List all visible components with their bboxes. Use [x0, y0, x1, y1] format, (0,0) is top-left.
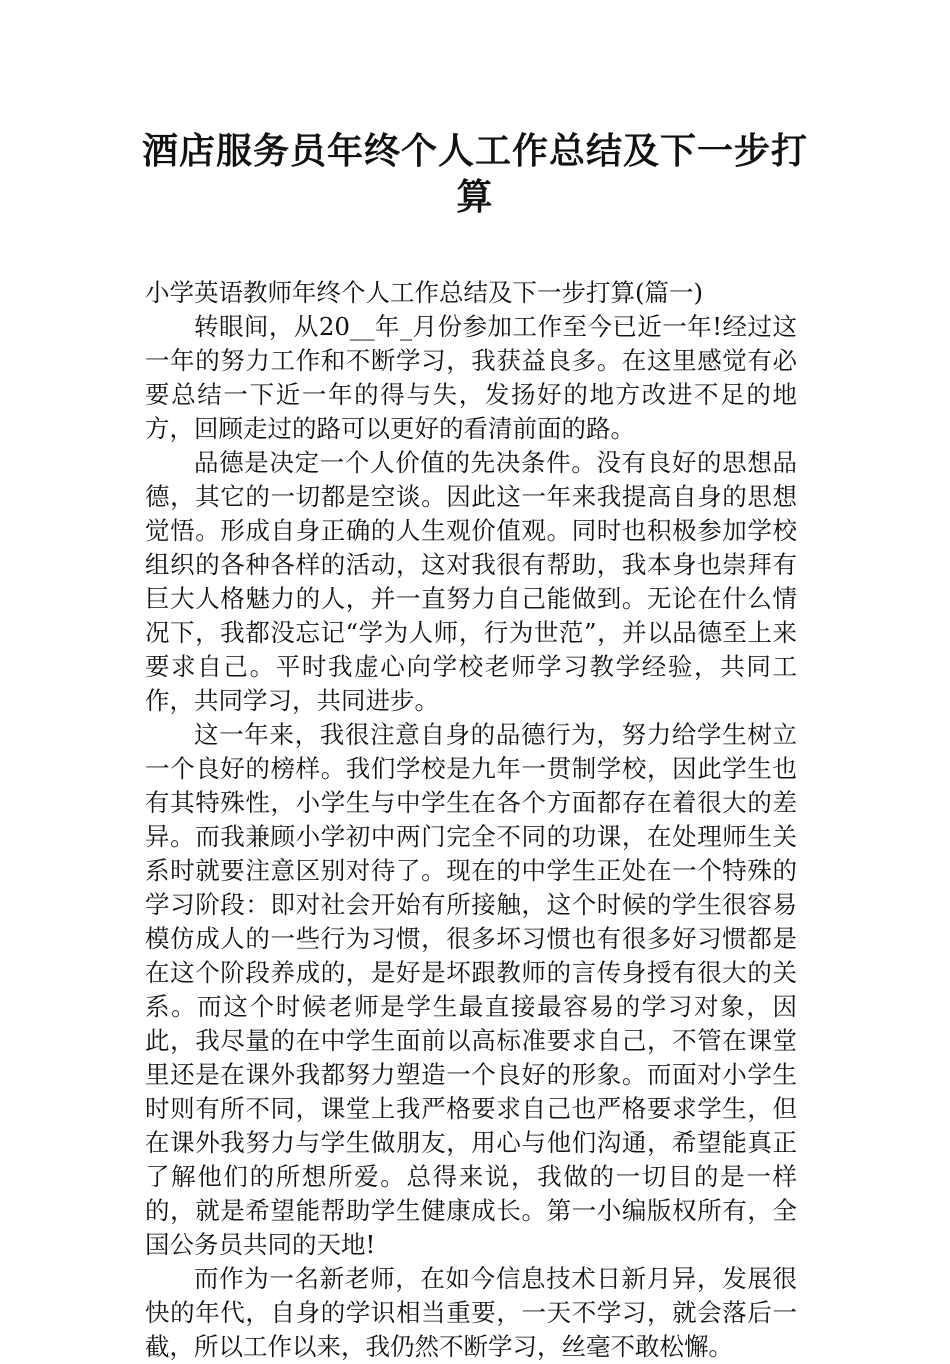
body-paragraph: 转眼间，从20__年_月份参加工作至今已近一年!经过这一年的努力工作和不断学习，我获益良多。在这里感觉有必要总结一下近一年的得与失，发扬好的地方改进不足的地方，回顾走过的路可以更好的看清前面的路。	[145, 312, 797, 443]
document-title: 酒店服务员年终个人工作总结及下一步打算	[141, 130, 808, 218]
body-paragraph: 这一年来，我很注意自身的品德行为，努力给学生树立一个良好的榜样。我们学校是九年一贯制学校，因此学生也有其特殊性，小学生与中学生在各个方面都存在着很大的差异。而我兼顾小学初中两门完全不同的功课，在处理师生关系时就要注意区别对待了。现在的中学生正处在一个特殊的学习阶段：即对社会开始有所接触，这个时候的学生很容易模仿成人的一些行为习惯，很多坏习惯也有很多好习惯都是在这个阶段养成的，是好是坏跟教师的言传身授有很大的关系。而这个时候老师是学生最直接最容易的学习对象，因此，我尽量的在中学生面前以高标准要求自己，不管在课堂里还是在课外我都努力塑造一个良好的形象。而面对小学生时则有所不同，课堂上我严格要求自己也严格要求学生，但在课外我努力与学生做朋友，用心与他们沟通，希望能真正了解他们的所想所爱。总得来说，我做的一切目的是一样的，就是希望能帮助学生健康成长。第一小编版权所有，全国公务员共同的天地!	[145, 720, 797, 1259]
document-body	[145, 276, 797, 1364]
body-paragraph: 而作为一名新老师，在如今信息技术日新月异，发展很快的年代，自身的学识相当重要，一天不学习，就会落后一截，所以工作以来，我仍然不断学习，丝毫不敢松懈。	[145, 1264, 797, 1361]
section-heading: 小学英语教师年终个人工作总结及下一步打算(篇一)	[145, 278, 704, 307]
body-paragraph: 品德是决定一个人价值的先决条件。没有良好的思想品德，其它的一切都是空谈。因此这一年来我提高自身的思想觉悟。形成自身正确的人生观价值观。同时也积极参加学校组织的各种各样的活动，这对我很有帮助，我本身也崇拜有巨大人格魅力的人，并一直努力自己能做到。无论在什么情况下，我都没忘记“学为人师，行为世范”，并以品德至上来要求自己。平时我虚心向学校老师学习教学经验，共同工作，共同学习，共同进步。	[145, 448, 797, 715]
